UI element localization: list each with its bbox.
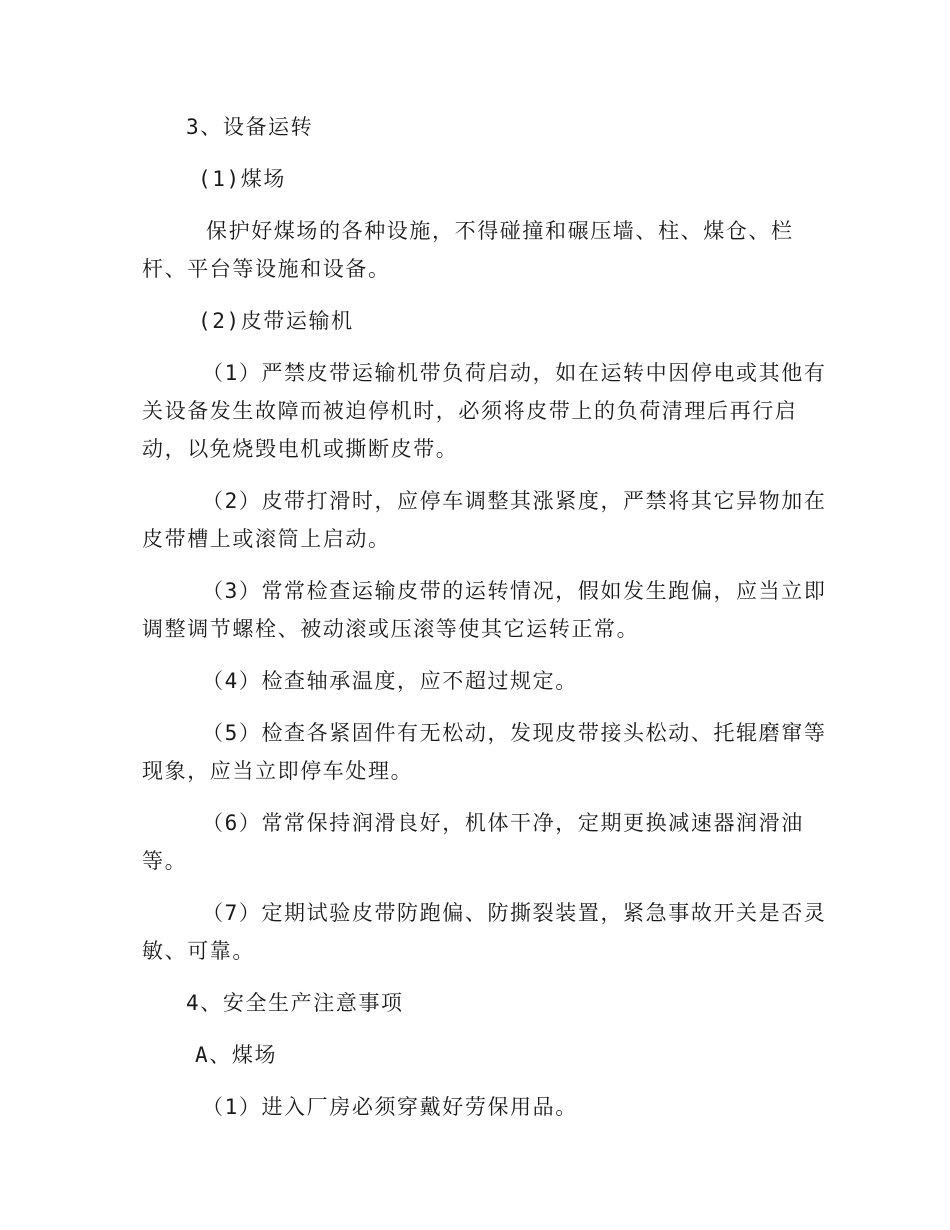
- section-heading-3: 3、设备运转: [186, 115, 314, 139]
- list-item-5: （5）检查各紧固件有无松动，发现皮带接头松动、托辊磨窜等 现象，应当立即停车处理。: [142, 721, 827, 783]
- subheading-coal-yard: (1)煤场: [198, 167, 286, 191]
- list-item-4: （4）检查轴承温度，应不超过规定。: [202, 669, 578, 693]
- list-item-1: （1）严禁皮带运输机带负荷启动，如在运转中因停电或其他有 关设备发生故障而被迫停机时，必须将皮带上的负荷清理后再行启 动，以免烧毁电机或撕断皮带。: [142, 361, 827, 461]
- list-item-7: （7）定期试验皮带防跑偏、防撕裂装置，紧急事故开关是否灵 敏、可靠。: [142, 901, 827, 963]
- paragraph-coal-yard: 保护好煤场的各种设施，不得碰撞和碾压墙、柱、煤仓、栏 杆、平台等设施和设备。: [142, 219, 794, 281]
- list-item-2: （2）皮带打滑时，应停车调整其涨紧度，严禁将其它异物加在 皮带槽上或滚筒上启动。: [142, 489, 827, 551]
- list-item-a1: （1）进入厂房必须穿戴好劳保用品。: [202, 1095, 578, 1119]
- list-item-6: （6）常常保持润滑良好，机体干净，定期更换减速器润滑油 等。: [142, 811, 804, 873]
- list-item-3: （3）常常检查运输皮带的运转情况，假如发生跑偏，应当立即 调整调节螺栓、被动滚或压滚等使其它运转正常。: [142, 579, 827, 641]
- subheading-belt-conveyor: (2)皮带运输机: [198, 309, 354, 333]
- section-heading-4: 4、安全生产注意事项: [186, 991, 404, 1015]
- subheading-a-coal-yard: A、煤场: [195, 1043, 278, 1067]
